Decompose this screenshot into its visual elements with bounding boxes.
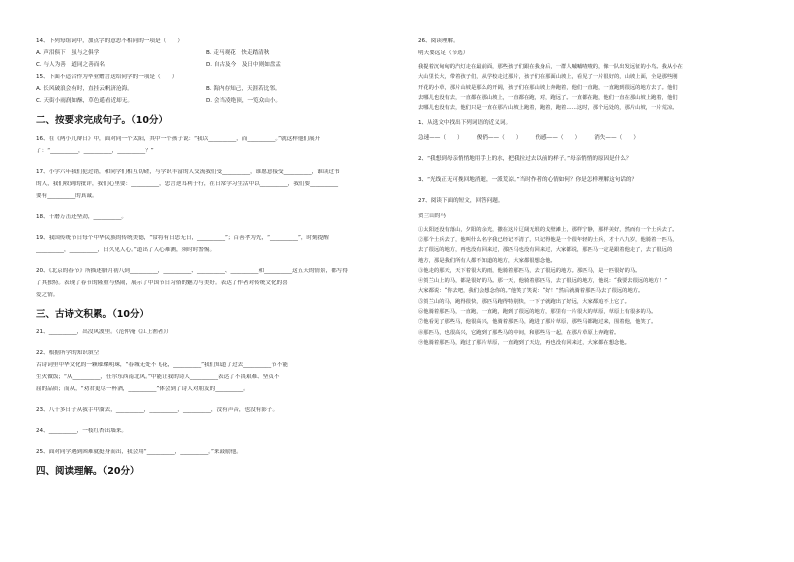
question-15-options-row1 (36, 86, 376, 93)
passage-2-line: ⑧那匹马，也很高兴，它跑到了那些马的中间，和那些马一起，在那片草原上奔跑着。 (418, 329, 620, 336)
q26-3-stem: 3、“光线正无可挽回地消逝，一派荒凉。”当时作者的心情如何？你是怎样理解这句话的？ (418, 176, 638, 183)
q26-heading: 26、阅读理解。 (418, 38, 459, 44)
q17-line-1: 17、小学六年我们犯过错，和同学们相互切磋，与学识丰富的人交流我们受__________，谁愿意接受__________，谁读过书 (36, 168, 340, 175)
q17-line-2: 的人，我们收到的批评，我们心里要：__________，忠言逆耳利于行，在日常学习生活中以__________，我们要__________ (36, 180, 339, 187)
passage-2-title: 贺兰山的马 (418, 212, 446, 219)
q17-line-3: 要有__________的真诚。 (36, 192, 98, 199)
section-2-heading: 二、按要求完成句子。（10分） (36, 114, 168, 126)
passage-2-line: ⑥他骑着那匹马，一直跑，一直跑，跑到了很远的地方，那里有一片很大的草原，草原上有很多的马。 (418, 309, 657, 316)
q19-line-1: 19、我国传统节日每个中华民族的传统美德，“常将有日思无日，__________”；百善孝为先，“__________”，时刻提醒 (36, 234, 329, 241)
q14-option-c[interactable]: C. 与人为善 道同之善而名 (36, 61, 105, 68)
passage-2-line: ⑦他看见了那些马，他很高兴，他骑着那匹马，跑进了那片草原，那些马都跑过来，围着他，他笑了。 (418, 319, 657, 326)
question-14-options-row2 (36, 62, 376, 69)
q25-line: 25、面对同学遇到困难就挺身而出，我会用“__________，__________。”来鼓励他。 (36, 449, 242, 456)
passage-2-line: 地方，那是我们所有人都不知道的地方，大家都很想念他。 (418, 257, 556, 264)
q23-line: 23、八千多日子从我手中溜去，__________，__________，__________，没有声音，也没有影子。 (36, 407, 279, 414)
passage-2-line: ①太阳还没有落山，夕阳的余光，撒在这片辽阔无垠的戈壁滩上，那样宁静，那样美好，然而有一个士兵去了。 (418, 226, 678, 233)
q14-option-d[interactable]: D. 自古及今 及日中则如盘盂 (206, 61, 281, 68)
passage-1-line: 我提着沉甸甸的汽灯走在最前面，那些孩子们跟在我身后，一群人嘁嘁喳喳的，像一队出发远征的小鸟。我从小在 (418, 63, 683, 70)
question-15-options-row2 (36, 98, 376, 105)
q15-option-d[interactable]: D. 会当凌绝顶，一览众山小。 (206, 97, 281, 104)
passage-2-line: ②那个士兵去了，他叫什么名字我已经记不清了，只记得他是一个很年轻的士兵，才十八九岁，他骑着一匹马， (418, 236, 678, 243)
q26-1-answers[interactable]: 急速——（ ） 俊俏——（ ） 伤感——（ ） 消失——（ ） (418, 134, 639, 141)
passage-1-body (418, 62, 764, 114)
q15-option-c[interactable]: C. 天街小雨润如酥，草色遥看近却无。 (36, 97, 133, 104)
passage-1-title: 明天要远足（节选） (418, 49, 469, 56)
q20-line-1: 20、《北京的春节》所描述腊月初八到__________，__________、__________、__________和__________这五天的情景，都写得 (36, 267, 348, 274)
question-14-stem: 14、下列每组词中，加点字的意思不相同的一项是（ ） (36, 38, 183, 44)
q18-line: 18、千磨万击还坚劲，__________。 (36, 213, 128, 220)
passage-1-line: 去哪儿也没有去，他们只是一直在那片山坡上跑着，跑着，跑着……这时，那个远处的，那片山坡，一片荒凉。 (418, 105, 678, 112)
passage-2-line: 去了很远的地方，再也没有回来过，那匹马也没有回来过，大家都说，那匹马一定是跟着他走了，去了很远的 (418, 247, 673, 254)
passage-1-line: 去哪儿也没有去，一直都在那山坡上，一直都在跑，对，跑远了。一直都在跑，他们一直在那山坡上跑着，他们 (418, 94, 678, 101)
q27-heading: 27、阅读下面的短文，回答问题。 (418, 197, 504, 204)
q19-line-2: __________，__________，日久见人心。”道出了人心难测，须时时警惕。 (36, 246, 216, 253)
passage-2-line: ④贺兰山上的马，都是很好的马。那一天，他骑着那匹马，去了很远的地方，他说：“我要去很远的地方！” (418, 278, 668, 285)
passage-1-line: 大山里长大，带着孩子们，从学校走过那片，孩子们在那面山坡上，看见了一片很好的，山坡上面，全是那些刚 (418, 74, 678, 81)
question-15-stem: 15、下面不适合作为毕业赠言送给同学的一项是（ ） (36, 73, 178, 80)
q15-option-a[interactable]: A. 长风破浪会有时，直挂云帆济沧海。 (36, 85, 133, 92)
question-14-options-row1 (36, 50, 376, 57)
q16-line-1: 16、在《两小儿辩日》中，面对同一个太阳，其中一个孩子说：“我以__________，而__________。”就这样他们展开 (36, 135, 321, 142)
left-column (36, 38, 376, 487)
q14-option-b[interactable]: B. 走马观花 快走踏清秋 (206, 49, 270, 56)
q22-line-3: 屈的品质；而从，“劝君更尽一杯酒，__________”体会到了诗人对朋友的__________。 (36, 386, 249, 393)
q22-stem: 22、根据所学的知识填空 (36, 350, 100, 357)
q15-option-b[interactable]: B. 海内存知己，天涯若比邻。 (206, 85, 281, 92)
passage-1-line: 开花的小草，那片山坡是那么的开阔，孩子们在那山坡上奔跑着，他们一直跑，一直跑到很远的地方去了。他们 (418, 84, 678, 91)
section-4-heading: 四、阅读理解。（20分） (36, 466, 140, 478)
q24-line: 24、__________，一枝红杏出墙来。 (36, 428, 128, 435)
passage-2-line: 大家都说：“你去吧，我们会想念你的。”他笑了笑说：“好！”然后就骑着那匹马去了很远的地方。 (418, 288, 644, 295)
q22-line-1: 古诗词里中华文化的一颗璀璨明珠，“春城无处不飞花，__________”我们知道了过去__________节不能 (36, 362, 288, 369)
q21-line: 21、__________，出没风波里。（范仲淹《江上渔者》） (36, 329, 172, 336)
q20-line-2: 了其独特。表现了春节的隆重与热闹，展示了中国节日习俗的魅力与美好。表达了作者对传统文化的喜 (36, 279, 288, 286)
q26-2-stem: 2、“我想到母亲悄悄地用手上的水，把我拉过去以前的样子。”母亲悄悄的原因是什么？ (418, 155, 632, 162)
q16-line-2: 了：“__________，__________，__________？” (36, 147, 154, 154)
right-column (418, 38, 764, 354)
passage-2-body (418, 225, 764, 349)
q14-option-a[interactable]: A. 声泪俱下 虽与之俱学 (36, 49, 100, 56)
q26-1-stem: 1、从选文中找出下列词语的近义词。 (418, 119, 512, 126)
passage-2-line: ⑤贺兰山的马，跑得很快，那匹马跑得特别快，一下子就跑出了好远，大家都追不上它了。 (418, 298, 630, 305)
q20-line-3: 爱之情。 (36, 291, 59, 298)
section-3-heading: 三、古诗文积累。（10分） (36, 308, 149, 320)
passage-2-line: ③他走的那天，天下着很大的雨，他骑着那匹马，去了很远的地方。那匹马，是一匹很好的马。 (418, 267, 641, 274)
passage-2-line: ⑨他骑着那匹马，跑过了那片草原，一直跑到了天边，再也没有回来过，大家都在想念他。 (418, 340, 630, 347)
q22-line-2: 生火做饭；“从__________，任尔东西南北风。”中能让我的诗人__________表达了不畏艰难、坚贞不 (36, 374, 280, 381)
